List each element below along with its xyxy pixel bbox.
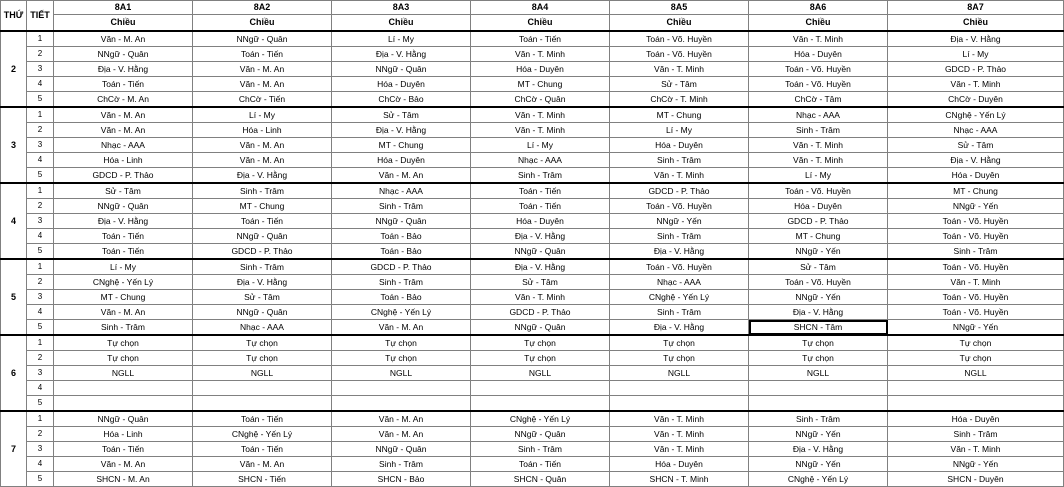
lesson-cell[interactable]: Văn - M. An — [193, 457, 332, 472]
lesson-cell[interactable]: GDCD - P. Thảo — [54, 168, 193, 184]
period-cell[interactable]: 1 — [27, 183, 54, 199]
lesson-cell[interactable]: Hóa - Linh — [54, 427, 193, 442]
lesson-cell[interactable]: MT - Chung — [332, 138, 471, 153]
lesson-cell[interactable]: NNgữ - Quân — [54, 411, 193, 427]
table-row — [1, 92, 1064, 108]
day-cell[interactable]: 6 — [1, 335, 27, 411]
lesson-cell[interactable]: Toán - Tiến — [193, 411, 332, 427]
lesson-cell[interactable]: Sinh - Trâm — [610, 305, 749, 320]
lesson-cell[interactable] — [888, 381, 1064, 396]
lesson-cell[interactable]: Văn - T. Minh — [610, 427, 749, 442]
lesson-cell[interactable]: NNgữ - Yến — [749, 427, 888, 442]
lesson-cell[interactable]: Nhạc - AAA — [610, 275, 749, 290]
session-label[interactable]: Chiều — [471, 15, 610, 32]
period-cell[interactable]: 3 — [27, 366, 54, 381]
lesson-cell[interactable]: Sinh - Trâm — [610, 153, 749, 168]
lesson-cell[interactable]: NNgữ - Quân — [54, 47, 193, 62]
lesson-cell[interactable]: SHCN - T. Minh — [610, 472, 749, 487]
period-cell[interactable]: 5 — [27, 396, 54, 412]
lesson-cell[interactable]: Toán - Võ. Huyền — [749, 275, 888, 290]
lesson-cell[interactable]: NNgữ - Yến — [610, 214, 749, 229]
day-cell[interactable]: 2 — [1, 31, 27, 107]
table-row — [1, 138, 1064, 153]
lesson-cell[interactable]: Sinh - Trâm — [749, 411, 888, 427]
lesson-cell[interactable] — [471, 396, 610, 412]
lesson-cell[interactable]: Văn - T. Minh — [610, 168, 749, 184]
lesson-cell[interactable]: NNgữ - Yến — [888, 320, 1064, 336]
lesson-cell[interactable]: Văn - M. An — [54, 31, 193, 47]
lesson-cell[interactable]: Toán - Tiến — [193, 214, 332, 229]
table-row — [1, 320, 1064, 336]
period-cell[interactable]: 4 — [27, 153, 54, 168]
lesson-cell[interactable]: Văn - M. An — [54, 107, 193, 123]
period-cell[interactable]: 5 — [27, 92, 54, 108]
table-row — [1, 153, 1064, 168]
lesson-cell[interactable]: Địa - V. Hằng — [471, 229, 610, 244]
lesson-cell[interactable]: Tự chọn — [471, 335, 610, 351]
lesson-cell[interactable]: Hóa - Duyên — [471, 214, 610, 229]
lesson-cell[interactable]: NNgữ - Quân — [471, 320, 610, 336]
lesson-cell[interactable]: Sinh - Trâm — [749, 123, 888, 138]
table-row — [1, 214, 1064, 229]
table-row — [1, 229, 1064, 244]
lesson-cell[interactable]: Văn - T. Minh — [610, 411, 749, 427]
lesson-cell[interactable]: Toán - Tiến — [54, 442, 193, 457]
period-cell[interactable]: 5 — [27, 168, 54, 184]
table-row — [1, 396, 1064, 412]
lesson-cell[interactable]: Toán - Võ. Huyền — [888, 259, 1064, 275]
class-header[interactable]: 8A2 — [193, 1, 332, 15]
lesson-cell[interactable]: Địa - V. Hằng — [610, 320, 749, 336]
session-label[interactable]: Chiều — [749, 15, 888, 32]
lesson-cell[interactable]: Lí - My — [610, 123, 749, 138]
lesson-cell[interactable]: Toán - Tiến — [54, 77, 193, 92]
lesson-cell[interactable]: NNgữ - Yến — [749, 290, 888, 305]
lesson-cell[interactable]: Toán - Tiến — [471, 457, 610, 472]
lesson-cell[interactable]: Lí - My — [193, 107, 332, 123]
class-header[interactable]: 8A7 — [888, 1, 1064, 15]
lesson-cell[interactable]: NNgữ - Yến — [749, 244, 888, 260]
lesson-cell[interactable]: Văn - T. Minh — [471, 290, 610, 305]
lesson-cell[interactable]: Toán - Võ. Huyền — [749, 62, 888, 77]
period-cell[interactable]: 2 — [27, 427, 54, 442]
period-cell[interactable]: 5 — [27, 320, 54, 336]
lesson-cell[interactable]: Hóa - Duyên — [749, 199, 888, 214]
lesson-cell[interactable]: NNgữ - Quân — [193, 229, 332, 244]
lesson-cell[interactable] — [749, 381, 888, 396]
class-header[interactable]: 8A5 — [610, 1, 749, 15]
period-cell[interactable]: 1 — [27, 411, 54, 427]
period-cell[interactable]: 2 — [27, 47, 54, 62]
period-cell[interactable]: 1 — [27, 31, 54, 47]
session-label[interactable]: Chiều — [610, 15, 749, 32]
lesson-cell[interactable]: Hóa - Linh — [193, 123, 332, 138]
lesson-cell[interactable]: Địa - V. Hằng — [749, 305, 888, 320]
lesson-cell[interactable]: Văn - M. An — [54, 305, 193, 320]
lesson-cell[interactable]: Toán - Tiến — [471, 183, 610, 199]
lesson-cell[interactable]: Địa - V. Hằng — [749, 442, 888, 457]
lesson-cell[interactable]: Tự chọn — [610, 351, 749, 366]
lesson-cell[interactable]: Sử - Tâm — [888, 138, 1064, 153]
lesson-cell[interactable]: Văn - M. An — [332, 427, 471, 442]
lesson-cell[interactable]: CNghệ - Yến Lý — [888, 107, 1064, 123]
period-cell[interactable]: 1 — [27, 259, 54, 275]
lesson-cell[interactable]: SHCN - Tiến — [193, 472, 332, 487]
lesson-cell[interactable]: Toán - Võ. Huyền — [749, 77, 888, 92]
lesson-cell[interactable]: Toán - Võ. Huyền — [749, 183, 888, 199]
lesson-cell[interactable]: Nhạc - AAA — [54, 138, 193, 153]
table-row — [1, 366, 1064, 381]
lesson-cell[interactable]: Sử - Tâm — [749, 259, 888, 275]
lesson-cell[interactable]: MT - Chung — [471, 77, 610, 92]
lesson-cell[interactable]: Hóa - Duyên — [610, 457, 749, 472]
lesson-cell[interactable]: Toán - Bảo — [332, 229, 471, 244]
lesson-cell[interactable]: Nhạc - AAA — [749, 107, 888, 123]
lesson-cell[interactable]: NGLL — [888, 366, 1064, 381]
lesson-cell[interactable]: NGLL — [471, 366, 610, 381]
lesson-cell[interactable]: Toán - Võ. Huyền — [610, 259, 749, 275]
day-cell[interactable]: 4 — [1, 183, 27, 259]
lesson-cell[interactable]: GDCD - P. Thảo — [888, 62, 1064, 77]
lesson-cell[interactable]: NGLL — [610, 366, 749, 381]
lesson-cell[interactable] — [54, 396, 193, 412]
lesson-cell[interactable]: Địa - V. Hằng — [54, 62, 193, 77]
lesson-cell[interactable]: NNgữ - Quân — [471, 427, 610, 442]
lesson-cell[interactable]: Toán - Tiến — [54, 244, 193, 260]
lesson-cell[interactable]: Tự chọn — [888, 351, 1064, 366]
period-cell[interactable]: 3 — [27, 214, 54, 229]
lesson-cell[interactable]: Văn - M. An — [332, 168, 471, 184]
period-header[interactable]: TIẾT — [27, 1, 54, 32]
lesson-cell[interactable]: Toán - Tiến — [54, 229, 193, 244]
period-cell[interactable]: 2 — [27, 351, 54, 366]
lesson-cell[interactable]: Toán - Võ. Huyền — [888, 305, 1064, 320]
lesson-cell[interactable]: Văn - T. Minh — [610, 442, 749, 457]
lesson-cell[interactable]: GDCD - P. Thảo — [749, 214, 888, 229]
lesson-cell[interactable]: Nhạc - AAA — [332, 183, 471, 199]
lesson-cell[interactable]: Tự chọn — [332, 335, 471, 351]
table-row — [1, 259, 1064, 275]
table-row — [1, 275, 1064, 290]
lesson-cell[interactable]: Sinh - Trâm — [193, 183, 332, 199]
lesson-cell[interactable]: Văn - T. Minh — [471, 107, 610, 123]
lesson-cell[interactable]: ChCờ - Bảo — [332, 92, 471, 108]
period-cell[interactable]: 3 — [27, 62, 54, 77]
lesson-cell[interactable]: NNgữ - Quân — [193, 31, 332, 47]
table-row — [1, 411, 1064, 427]
lesson-cell[interactable]: Hóa - Duyên — [888, 411, 1064, 427]
lesson-cell[interactable]: GDCD - P. Thảo — [332, 259, 471, 275]
lesson-cell[interactable]: Hóa - Duyên — [888, 168, 1064, 184]
lesson-cell[interactable]: Văn - M. An — [54, 123, 193, 138]
lesson-cell[interactable]: Văn - T. Minh — [471, 123, 610, 138]
lesson-cell[interactable] — [54, 381, 193, 396]
lesson-cell[interactable]: NNgữ - Quân — [332, 442, 471, 457]
table-row — [1, 305, 1064, 320]
session-label[interactable]: Chiều — [332, 15, 471, 32]
lesson-cell[interactable]: Lí - My — [332, 31, 471, 47]
lesson-cell[interactable]: Địa - V. Hằng — [888, 31, 1064, 47]
table-row — [1, 168, 1064, 184]
lesson-cell[interactable] — [610, 381, 749, 396]
lesson-cell[interactable]: Toán - Tiến — [471, 31, 610, 47]
table-row — [1, 77, 1064, 92]
lesson-cell[interactable]: NNgữ - Quân — [193, 305, 332, 320]
lesson-cell[interactable]: Lí - My — [888, 47, 1064, 62]
lesson-cell[interactable]: CNghệ - Yến Lý — [471, 411, 610, 427]
lesson-cell[interactable]: Sinh - Trâm — [610, 229, 749, 244]
period-cell[interactable]: 3 — [27, 442, 54, 457]
timetable-body — [1, 31, 1064, 487]
period-cell[interactable]: 5 — [27, 244, 54, 260]
lesson-cell[interactable]: Sử - Tâm — [471, 275, 610, 290]
period-cell[interactable]: 1 — [27, 107, 54, 123]
lesson-cell[interactable]: Sử - Tâm — [193, 290, 332, 305]
lesson-cell[interactable]: Tự chọn — [471, 351, 610, 366]
lesson-cell[interactable]: ChCờ - Tâm — [749, 92, 888, 108]
table-row — [1, 381, 1064, 396]
session-label[interactable]: Chiều — [54, 15, 193, 32]
lesson-cell[interactable]: SHCN - Bảo — [332, 472, 471, 487]
table-row — [1, 472, 1064, 487]
lesson-cell[interactable]: NGLL — [332, 366, 471, 381]
lesson-cell[interactable]: Sử - Tâm — [610, 77, 749, 92]
lesson-cell[interactable]: Toán - Võ. Huyền — [888, 229, 1064, 244]
lesson-cell[interactable]: Sinh - Trâm — [471, 168, 610, 184]
session-label[interactable]: Chiều — [888, 15, 1064, 32]
lesson-cell[interactable]: CNghệ - Yến Lý — [610, 290, 749, 305]
lesson-cell[interactable]: Tự chọn — [54, 351, 193, 366]
lesson-cell[interactable]: NGLL — [749, 366, 888, 381]
lesson-cell[interactable]: Địa - V. Hằng — [888, 153, 1064, 168]
period-cell[interactable]: 3 — [27, 138, 54, 153]
period-cell[interactable]: 5 — [27, 472, 54, 487]
lesson-cell[interactable]: Toán - Võ. Huyền — [610, 47, 749, 62]
lesson-cell[interactable]: Văn - T. Minh — [888, 275, 1064, 290]
period-cell[interactable]: 2 — [27, 275, 54, 290]
period-cell[interactable]: 4 — [27, 457, 54, 472]
lesson-cell[interactable]: MT - Chung — [888, 183, 1064, 199]
table-row — [1, 47, 1064, 62]
lesson-cell[interactable]: Địa - V. Hằng — [332, 47, 471, 62]
table-row — [1, 427, 1064, 442]
lesson-cell[interactable]: Văn - M. An — [54, 457, 193, 472]
lesson-cell[interactable]: Địa - V. Hằng — [193, 168, 332, 184]
lesson-cell[interactable]: Toán - Tiến — [193, 47, 332, 62]
lesson-cell[interactable]: Tự chọn — [888, 335, 1064, 351]
lesson-cell[interactable]: Lí - My — [749, 168, 888, 184]
table-row — [1, 335, 1064, 351]
lesson-cell[interactable]: Sinh - Trâm — [193, 259, 332, 275]
lesson-cell[interactable]: Toán - Tiến — [471, 199, 610, 214]
lesson-cell[interactable]: Tự chọn — [332, 351, 471, 366]
lesson-cell[interactable]: SHCN - Duyên — [888, 472, 1064, 487]
period-cell[interactable]: 4 — [27, 305, 54, 320]
lesson-cell[interactable]: Sinh - Trâm — [471, 442, 610, 457]
lesson-cell[interactable]: ChCờ - Duyên — [888, 92, 1064, 108]
lesson-cell[interactable]: Văn - M. An — [193, 77, 332, 92]
lesson-cell[interactable]: SHCN - M. An — [54, 472, 193, 487]
lesson-cell[interactable]: Văn - M. An — [193, 153, 332, 168]
lesson-cell[interactable]: Toán - Bảo — [332, 290, 471, 305]
lesson-cell[interactable]: NGLL — [54, 366, 193, 381]
lesson-cell[interactable]: Sinh - Trâm — [888, 427, 1064, 442]
lesson-cell[interactable] — [193, 396, 332, 412]
lesson-cell[interactable]: MT - Chung — [193, 199, 332, 214]
lesson-cell[interactable]: Hóa - Duyên — [471, 62, 610, 77]
lesson-cell[interactable]: Văn - T. Minh — [749, 138, 888, 153]
lesson-cell[interactable]: Sử - Tâm — [54, 183, 193, 199]
lesson-cell[interactable]: Hóa - Duyên — [332, 77, 471, 92]
period-cell[interactable]: 4 — [27, 229, 54, 244]
lesson-cell[interactable]: Tự chọn — [610, 335, 749, 351]
lesson-cell[interactable] — [471, 381, 610, 396]
class-header[interactable]: 8A3 — [332, 1, 471, 15]
lesson-cell[interactable] — [749, 396, 888, 412]
lesson-cell[interactable]: Văn - T. Minh — [888, 442, 1064, 457]
lesson-cell[interactable]: Văn - M. An — [332, 320, 471, 336]
lesson-cell[interactable]: Văn - T. Minh — [888, 77, 1064, 92]
lesson-cell[interactable]: NNgữ - Quân — [54, 199, 193, 214]
selected-cell[interactable]: SHCN - Tâm — [749, 320, 888, 336]
lesson-cell[interactable]: ChCờ - Tiến — [193, 92, 332, 108]
lesson-cell[interactable] — [193, 381, 332, 396]
table-row — [1, 123, 1064, 138]
session-label[interactable]: Chiều — [193, 15, 332, 32]
class-header[interactable]: 8A1 — [54, 1, 193, 15]
lesson-cell[interactable]: Hóa - Duyên — [332, 153, 471, 168]
lesson-cell[interactable]: Văn - T. Minh — [749, 153, 888, 168]
lesson-cell[interactable]: Văn - M. An — [193, 62, 332, 77]
day-cell[interactable]: 5 — [1, 259, 27, 335]
lesson-cell[interactable] — [888, 396, 1064, 412]
period-cell[interactable]: 2 — [27, 123, 54, 138]
lesson-cell[interactable]: MT - Chung — [54, 290, 193, 305]
lesson-cell[interactable]: Tự chọn — [54, 335, 193, 351]
table-row — [1, 244, 1064, 260]
lesson-cell[interactable]: NNgữ - Quân — [332, 62, 471, 77]
table-row — [1, 107, 1064, 123]
lesson-cell[interactable]: Tự chọn — [749, 335, 888, 351]
lesson-cell[interactable]: Nhạc - AAA — [471, 153, 610, 168]
lesson-cell[interactable]: ChCờ - T. Minh — [610, 92, 749, 108]
lesson-cell[interactable]: ChCờ - M. An — [54, 92, 193, 108]
period-cell[interactable]: 3 — [27, 290, 54, 305]
table-row — [1, 457, 1064, 472]
lesson-cell[interactable]: Tự chọn — [193, 351, 332, 366]
table-row — [1, 351, 1064, 366]
lesson-cell[interactable]: Nhạc - AAA — [888, 123, 1064, 138]
lesson-cell[interactable]: ChCờ - Quân — [471, 92, 610, 108]
lesson-cell[interactable]: CNghệ - Yến Lý — [54, 275, 193, 290]
lesson-cell[interactable]: Lí - My — [471, 138, 610, 153]
lesson-cell[interactable]: Toán - Võ. Huyền — [610, 31, 749, 47]
table-row — [1, 183, 1064, 199]
lesson-cell[interactable]: NNgữ - Yến — [749, 457, 888, 472]
lesson-cell[interactable]: SHCN - Quân — [471, 472, 610, 487]
lesson-cell[interactable] — [332, 396, 471, 412]
table-row — [1, 62, 1064, 77]
lesson-cell[interactable]: Toán - Võ. Huyền — [888, 214, 1064, 229]
period-cell[interactable]: 4 — [27, 381, 54, 396]
lesson-cell[interactable]: NNgữ - Quân — [332, 214, 471, 229]
lesson-cell[interactable]: Sinh - Trâm — [332, 457, 471, 472]
lesson-cell[interactable]: Địa - V. Hằng — [54, 214, 193, 229]
lesson-cell[interactable]: GDCD - P. Thảo — [610, 183, 749, 199]
table-row — [1, 442, 1064, 457]
lesson-cell[interactable]: NNgữ - Yến — [888, 457, 1064, 472]
lesson-cell[interactable]: Sử - Tâm — [332, 107, 471, 123]
lesson-cell[interactable]: Sinh - Trâm — [332, 199, 471, 214]
lesson-cell[interactable]: NGLL — [193, 366, 332, 381]
lesson-cell[interactable]: Toán - Võ. Huyền — [610, 199, 749, 214]
lesson-cell[interactable]: Sinh - Trâm — [54, 320, 193, 336]
lesson-cell[interactable]: NNgữ - Quân — [471, 244, 610, 260]
period-cell[interactable]: 1 — [27, 335, 54, 351]
lesson-cell[interactable]: Địa - V. Hằng — [610, 244, 749, 260]
lesson-cell[interactable]: Sinh - Trâm — [888, 244, 1064, 260]
period-cell[interactable]: 4 — [27, 77, 54, 92]
lesson-cell[interactable]: Văn - M. An — [332, 411, 471, 427]
table-row — [1, 31, 1064, 47]
lesson-cell[interactable] — [610, 396, 749, 412]
lesson-cell[interactable]: Hóa - Duyên — [749, 47, 888, 62]
day-cell[interactable]: 7 — [1, 411, 27, 487]
lesson-cell[interactable]: Sinh - Trâm — [332, 275, 471, 290]
lesson-cell[interactable]: Địa - V. Hằng — [193, 275, 332, 290]
lesson-cell[interactable]: CNghệ - Yến Lý — [749, 472, 888, 487]
period-cell[interactable]: 2 — [27, 199, 54, 214]
lesson-cell[interactable]: CNghệ - Yến Lý — [332, 305, 471, 320]
table-row — [1, 290, 1064, 305]
lesson-cell[interactable]: Văn - M. An — [193, 138, 332, 153]
lesson-cell[interactable]: MT - Chung — [610, 107, 749, 123]
lesson-cell[interactable]: Địa - V. Hằng — [332, 123, 471, 138]
day-header[interactable]: THỨ — [1, 1, 27, 32]
lesson-cell[interactable]: Toán - Võ. Huyền — [888, 290, 1064, 305]
lesson-cell[interactable]: NNgữ - Yến — [888, 199, 1064, 214]
lesson-cell[interactable]: Tự chọn — [749, 351, 888, 366]
lesson-cell[interactable]: Tự chọn — [193, 335, 332, 351]
lesson-cell[interactable]: Lí - My — [54, 259, 193, 275]
day-cell[interactable]: 3 — [1, 107, 27, 183]
lesson-cell[interactable]: Toán - Bảo — [332, 244, 471, 260]
lesson-cell[interactable]: Nhạc - AAA — [193, 320, 332, 336]
class-header[interactable]: 8A4 — [471, 1, 610, 15]
lesson-cell[interactable]: GDCD - P. Thảo — [193, 244, 332, 260]
lesson-cell[interactable] — [332, 381, 471, 396]
class-header[interactable]: 8A6 — [749, 1, 888, 15]
lesson-cell[interactable]: Văn - T. Minh — [471, 47, 610, 62]
lesson-cell[interactable]: Hóa - Linh — [54, 153, 193, 168]
lesson-cell[interactable]: CNghệ - Yến Lý — [193, 427, 332, 442]
table-row — [1, 199, 1064, 214]
lesson-cell[interactable]: GDCD - P. Thảo — [471, 305, 610, 320]
lesson-cell[interactable]: Toán - Tiến — [193, 442, 332, 457]
lesson-cell[interactable]: Văn - T. Minh — [749, 31, 888, 47]
lesson-cell[interactable]: Hóa - Duyên — [610, 138, 749, 153]
lesson-cell[interactable]: Địa - V. Hằng — [471, 259, 610, 275]
lesson-cell[interactable]: Văn - T. Minh — [610, 62, 749, 77]
lesson-cell[interactable]: MT - Chung — [749, 229, 888, 244]
